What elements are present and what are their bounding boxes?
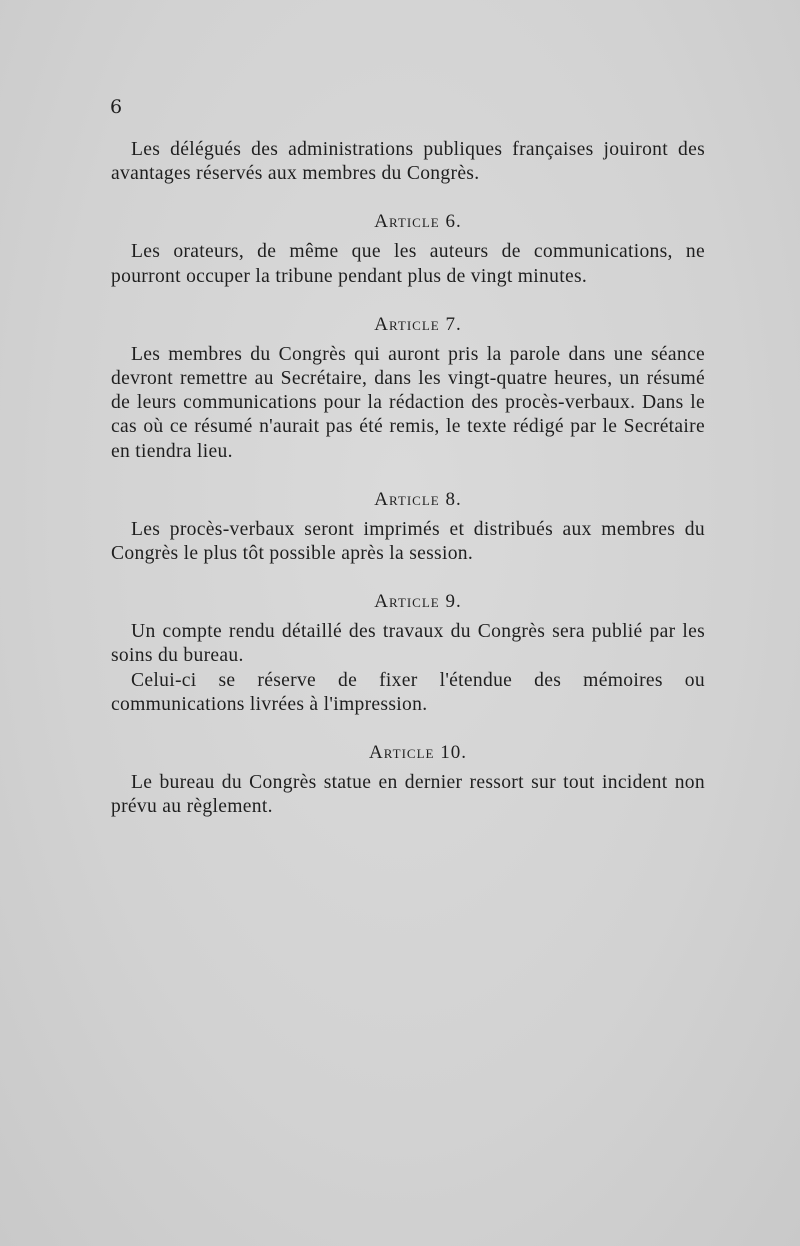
- article-10: [111, 741, 705, 819]
- article-paragraph: Les procès-verbaux seront imprimés et distribués aux membres du Congrès le plus tôt possible après la session.: [111, 518, 705, 565]
- article-heading: Article 10.: [369, 742, 467, 764]
- article-heading: Article 9.: [374, 591, 462, 613]
- article-heading: Article 8.: [374, 488, 462, 510]
- article-paragraph: Un compte rendu détaillé des travaux du Congrès sera publié par les soins du bureau.: [111, 621, 705, 667]
- intro-paragraph: Les délégués des administrations publiques françaises jouiront des avantages réservés aux membres du Congrès.: [111, 139, 705, 185]
- article-7: [111, 313, 705, 464]
- article-paragraph: Les orateurs, de même que les auteurs de communications, ne pourront occuper la tribune pendant plus de vingt minutes.: [111, 241, 705, 287]
- article-paragraph: Le bureau du Congrès statue en dernier ressort sur tout incident non prévu au règlement.: [111, 772, 705, 818]
- page-number: 6: [110, 96, 123, 118]
- article-heading: Article 7.: [374, 313, 462, 335]
- article-heading: Article 6.: [374, 211, 462, 233]
- page-body: [111, 138, 705, 819]
- article-paragraph: Celui-ci se réserve de fixer l'étendue des mémoires ou communications livrées à l'impression.: [111, 669, 705, 715]
- article-paragraph: Les membres du Congrès qui auront pris la parole dans une séance devront remettre au Secrétaire, dans les vingt-quatre heures, un résumé de leurs communications pour la rédaction des procès-verbaux. Dans le cas où ce résumé n'aurait pas été remis, le texte rédigé par le Secrétaire en tiendra lieu.: [111, 343, 705, 462]
- article-8: [111, 488, 705, 566]
- article-6: [111, 210, 705, 288]
- article-9: [111, 590, 705, 717]
